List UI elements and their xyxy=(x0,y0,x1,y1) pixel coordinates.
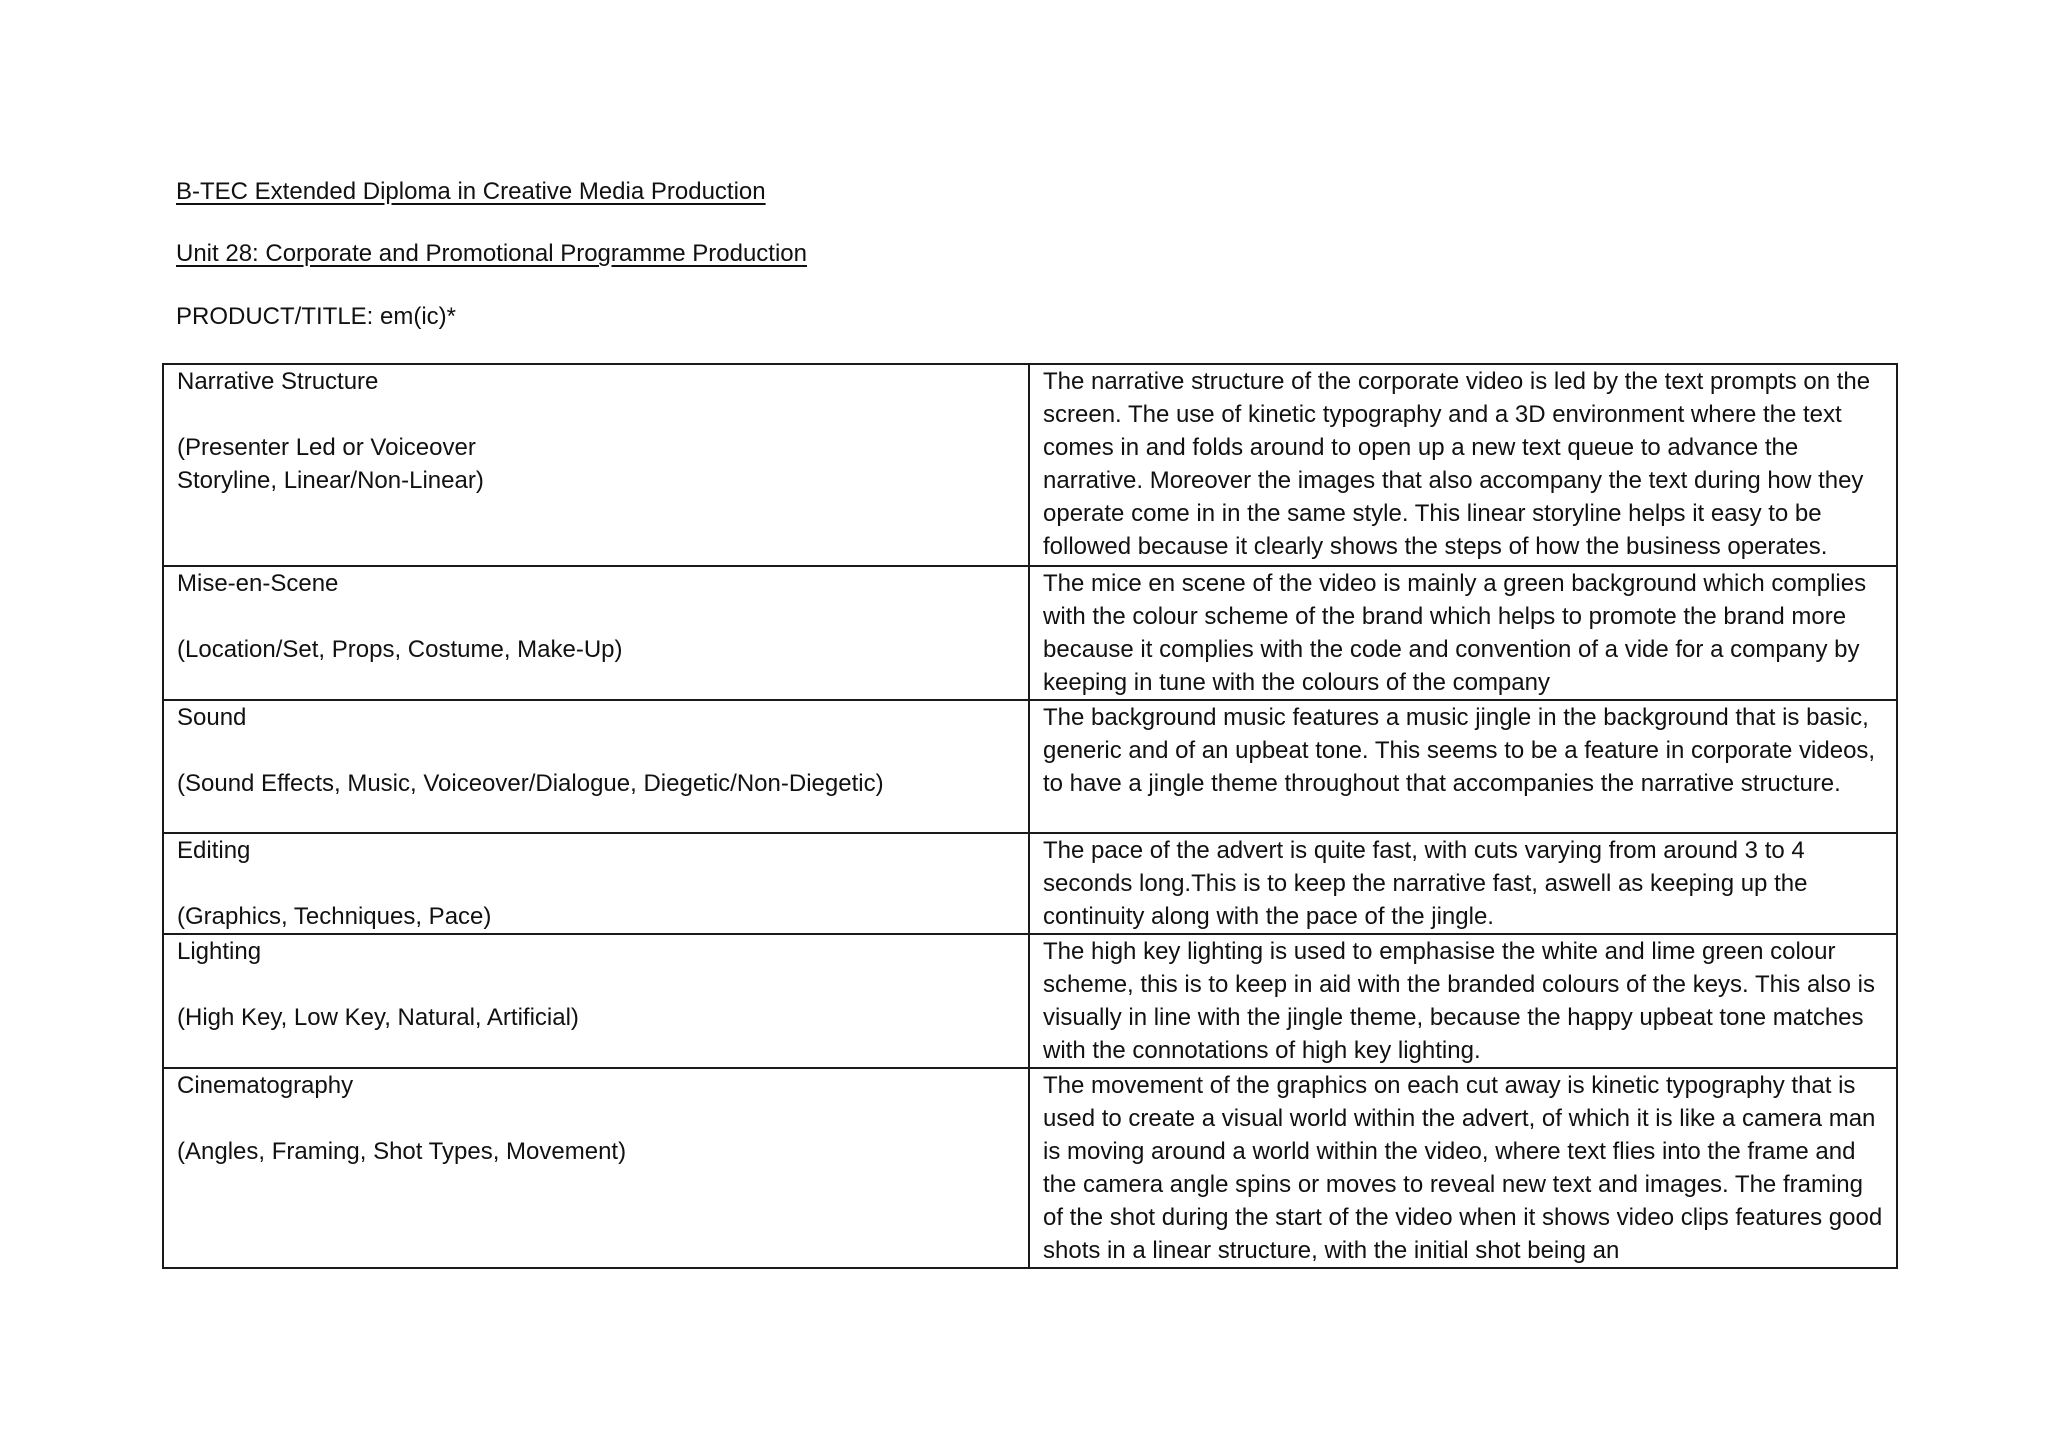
course-heading xyxy=(176,176,766,208)
unit-heading xyxy=(176,238,807,270)
category-title: Editing xyxy=(177,837,251,864)
category-title: Sound xyxy=(177,704,247,731)
category-cell xyxy=(163,833,1029,934)
unit-heading-text: Unit 28: Corporate and Promotional Programme Production xyxy=(176,240,807,267)
analysis-table xyxy=(162,363,1898,1269)
category-subtitle: (Graphics, Techniques, Pace) xyxy=(177,903,492,930)
product-title-text: PRODUCT/TITLE: em(ic)* xyxy=(176,303,457,330)
category-title: Cinematography xyxy=(177,1072,354,1099)
description-text: The background music features a music jingle in the background that is basic, generic and of an upbeat tone. This seems to be a feature in corporate videos, to have a jingle theme throughout that accompanies the narrative structure. xyxy=(1043,704,1876,797)
description-text: The pace of the advert is quite fast, with cuts varying from around 3 to 4 seconds long.This is to keep the narrative fast, aswell as keeping up the continuity along with the pace of the jingle. xyxy=(1043,837,1808,930)
category-subtitle: (Location/Set, Props, Costume, Make-Up) xyxy=(177,636,623,663)
category-cell xyxy=(163,566,1029,700)
description-cell xyxy=(1029,1068,1897,1268)
category-title: Lighting xyxy=(177,938,262,965)
category-cell xyxy=(163,364,1029,566)
description-cell xyxy=(1029,364,1897,566)
course-heading-text: B-TEC Extended Diploma in Creative Media Production xyxy=(176,178,766,205)
category-cell xyxy=(163,1068,1029,1268)
category-subtitle: (Angles, Framing, Shot Types, Movement) xyxy=(177,1138,627,1165)
category-cell xyxy=(163,934,1029,1068)
table-row-cinematography xyxy=(163,1068,1897,1268)
category-title: Mise-en-Scene xyxy=(177,570,339,597)
table-row-lighting xyxy=(163,934,1897,1068)
category-cell xyxy=(163,700,1029,833)
category-title: Narrative Structure xyxy=(177,368,379,395)
description-cell xyxy=(1029,700,1897,833)
table-row-mise-en-scene xyxy=(163,566,1897,700)
product-title xyxy=(176,301,456,333)
description-text: The movement of the graphics on each cut away is kinetic typography that is used to create a visual world within the advert, of which it is like a camera man is moving around a world within the video, where text flies into the frame and the camera angle spins or moves to reveal new text and images. The framing of the shot during the start of the video when it shows video clips features good shots in a linear structure, with the initial shot being an xyxy=(1043,1072,1883,1264)
description-cell xyxy=(1029,566,1897,700)
table-row-editing xyxy=(163,833,1897,934)
category-subtitle: (Presenter Led or Voiceover Storyline, Linear/Non-Linear) xyxy=(177,434,484,494)
table-row-sound xyxy=(163,700,1897,833)
description-cell xyxy=(1029,934,1897,1068)
description-text: The narrative structure of the corporate video is led by the text prompts on the screen. The use of kinetic typography and a 3D environment where the text comes in and folds around to open up a new text queue to advance the narrative. Moreover the images that also accompany the text during how they operate come in in the same style. This linear storyline helps it easy to be followed because it clearly shows the steps of how the business operates. xyxy=(1043,368,1871,560)
category-subtitle: (Sound Effects, Music, Voiceover/Dialogue, Diegetic/Non-Diegetic) xyxy=(177,770,884,797)
description-text: The high key lighting is used to emphasise the white and lime green colour scheme, this is to keep in aid with the branded colours of the keys. This also is visually in line with the jingle theme, because the happy upbeat tone matches with the connotations of high key lighting. xyxy=(1043,938,1875,1064)
table-row-narrative-structure xyxy=(163,364,1897,566)
category-subtitle: (High Key, Low Key, Natural, Artificial) xyxy=(177,1004,579,1031)
description-text: The mice en scene of the video is mainly a green background which complies with the colour scheme of the brand which helps to promote the brand more because it complies with the code and convention of a vide for a company by keeping in tune with the colours of the company xyxy=(1043,570,1867,696)
description-cell xyxy=(1029,833,1897,934)
